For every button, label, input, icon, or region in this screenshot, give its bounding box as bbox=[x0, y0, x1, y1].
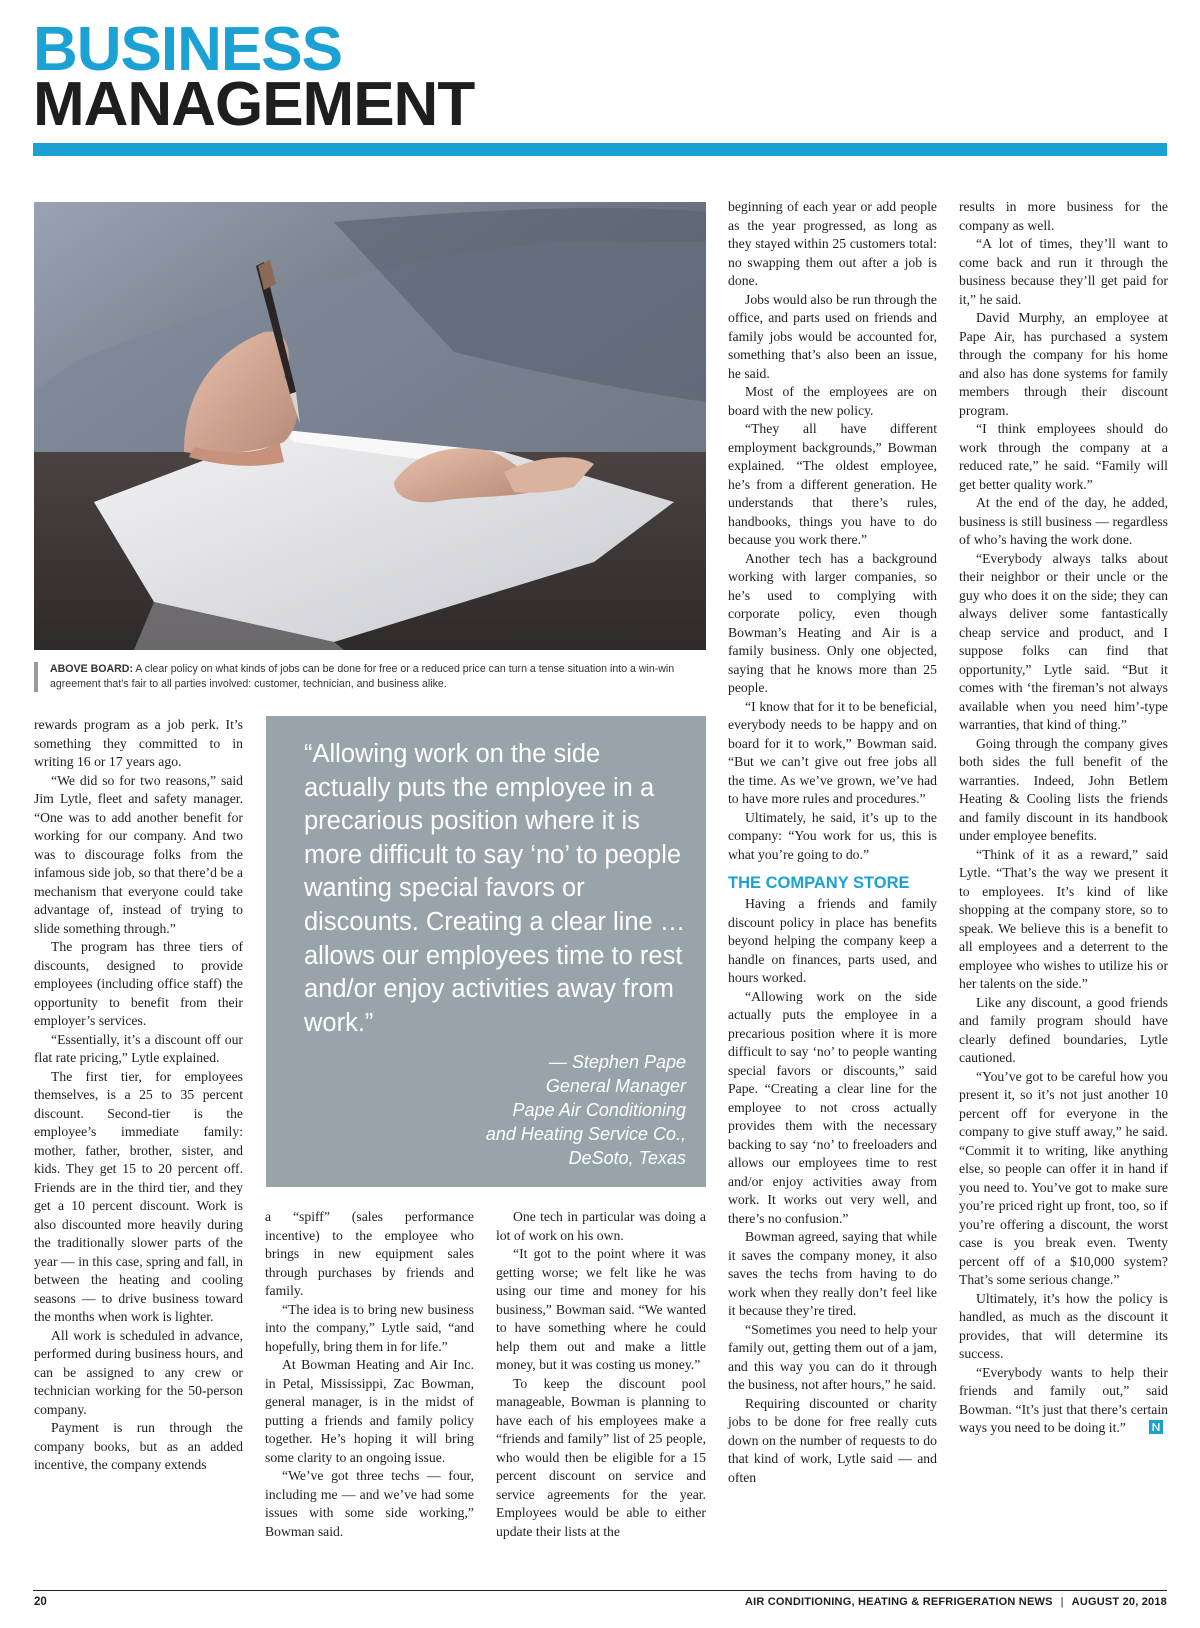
closing-paragraph-text: “Everybody wants to help their friends and family out,” said Bowman. “It’s just that there’s certain ways you need to be doing it.” bbox=[959, 1364, 1168, 1435]
paragraph: Like any discount, a good friends and family program should have clearly defined boundaries, Lytle cautioned. bbox=[959, 994, 1168, 1065]
paragraph: The first tier, for employees themselves, is a 25 to 35 percent discount. Second-tier is the employee’s immediate family: mother, father, brother, sister, and kids. They get 15 to 20 percent off. Friends are in the third tier, and they get a 10 percent discount. Work is also discounted more heavily during the traditionally slower parts of the year — in this case, spring and fall, in between the heating and cooling seasons — to drive business toward the months when work is lighter. bbox=[34, 1068, 243, 1324]
photo-illustration bbox=[34, 202, 706, 650]
paragraph: At Bowman Heating and Air Inc. in Petal, Mississippi, Zac Bowman, general manager, is in the midst of putting a friends and family policy together. He’s hoping it will bring some clarity to an ongoing issue. bbox=[265, 1357, 474, 1465]
running-footer bbox=[745, 1596, 1167, 1608]
paragraph: Going through the company gives both sides the full benefit of the warranties. Indeed, John Betlem Heating & Cooling lists the friends and family discount in its handbook under employee benefits. bbox=[959, 735, 1168, 843]
subhead: THE COMPANY STORE bbox=[728, 874, 910, 892]
paragraph: “Sometimes you need to help your family out, getting them out of a jam, and this way you can do it through the business, not after hours,” he said. bbox=[728, 1321, 937, 1392]
paragraph: “I think employees should do work through the company at a reduced rate,” he said. “Family will get better quality work.” bbox=[959, 421, 1168, 492]
paragraph: Payment is run through the company books, but as an added incentive, the company extends bbox=[34, 1420, 243, 1472]
article-column-3 bbox=[496, 1208, 706, 1541]
paragraph: “It got to the point where it was getting worse; we felt like he was using our time and money for his business,” Bowman said. “We wanted to have something where he could help them out and make a little money, but it was costing us money.” bbox=[496, 1246, 706, 1372]
paragraph: “You’ve got to be careful how you present it, so it’s not just another 10 percent off for everyone in the company to give stuff away,” he said. “Commit it to writing, like anything else, so people can offer it in hand if you need to. You’ve got to make sure you’re priced right up front, too, so if you’re offering a discount, the worst case is you break even. Twenty percent off of a $10,000 system? That’s some serious change.” bbox=[959, 1068, 1168, 1287]
paragraph: Most of the employees are on board with the new policy. bbox=[728, 384, 937, 418]
caption-label: ABOVE BOARD: bbox=[50, 663, 133, 675]
paragraph: “I know that for it to be beneficial, everybody needs to be happy and on board for it to work,” Bowman said. “But we can’t give out free jobs all the time. As we’ve grown, we’ve had to have more rules and procedures.” bbox=[728, 698, 937, 806]
article-column-4 bbox=[728, 198, 937, 1487]
paragraph: All work is scheduled in advance, performed during business hours, and can be assigned to any crew or technician working for the 50-person company. bbox=[34, 1327, 243, 1417]
paragraph: Ultimately, it’s how the policy is handled, as much as the discount it provides, that will determine its success. bbox=[959, 1290, 1168, 1361]
paragraph: One tech in particular was doing a lot of work on his own. bbox=[496, 1209, 706, 1243]
paragraph: Requiring discounted or charity jobs to be done for free really cuts down on the number of requests to do that kind of work, Lytle said — and often bbox=[728, 1395, 937, 1485]
photo-caption bbox=[34, 662, 706, 692]
pull-quote-box bbox=[266, 716, 706, 1187]
section-title-line2: MANAGEMENT bbox=[33, 70, 475, 139]
section-title-line1: BUSINESS bbox=[33, 15, 342, 84]
paragraph: “They all have different employment backgrounds,” Bowman explained. “The oldest employee, he’s from a different generation. He understands that there’s rules, handbooks, things you have to do because you work there.” bbox=[728, 421, 937, 547]
paragraph: “A lot of times, they’ll want to come back and run it through the business because they’ll get paid for it,” he said. bbox=[959, 236, 1168, 307]
attribution-line: DeSoto, Texas bbox=[568, 1148, 686, 1169]
footer-rule bbox=[33, 1590, 1167, 1591]
attribution-line: Pape Air Conditioning bbox=[512, 1100, 686, 1121]
page-number: 20 bbox=[34, 1596, 47, 1608]
paragraph: “We’ve got three techs — four, including me — and we’ve had some issues with some side working,” Bowman said. bbox=[265, 1468, 474, 1539]
caption-text: A clear policy on what kinds of jobs can be done for free or a reduced price can turn a tense situation into a win-win agreement that’s fair to all parties involved: customer, technician, and business alike. bbox=[50, 663, 675, 690]
paragraph: “We did so for two reasons,” said Jim Lytle, fleet and safety manager. “One was to add another benefit for working for our company. And two was to discourage folks from the infamous side job, so that there’d be a mechanism that everyone could take advantage of, instead of trying to slide something through.” bbox=[34, 772, 243, 936]
paragraph: David Murphy, an employee at Pape Air, has purchased a system through the company for his home and also has done systems for family members through their discount program. bbox=[959, 310, 1168, 418]
paragraph: “Essentially, it’s a discount off our flat rate pricing,” Lytle explained. bbox=[34, 1031, 243, 1065]
paragraph: results in more business for the company as well. bbox=[959, 199, 1168, 233]
paragraph: Having a friends and family discount policy in place has benefits beyond helping the company keep a handle on finances, parts used, and hours worked. bbox=[728, 896, 937, 985]
paragraph: The program has three tiers of discounts, designed to provide employees (including office staff) the opportunity to benefit from their employer’s services. bbox=[34, 939, 243, 1028]
issue-date: AUGUST 20, 2018 bbox=[1071, 1596, 1167, 1608]
paragraph: Jobs would also be run through the office, and parts used on friends and family jobs would be accounted for, something that’s also been an issue, he said. bbox=[728, 291, 937, 381]
attribution-line: — Stephen Pape bbox=[548, 1052, 686, 1073]
paragraph: “Allowing work on the side actually puts the employee in a precarious position where it is more difficult to say ‘no’ to people wanting special favors or discounts,” said Pape. “Creating a clear line for the employee to not cross actually provides them with the necessary backing to say ‘no’ to freeloaders and allows our employees time to rest and/or enjoy activities away from work. It works out very well, and there’s no confusion.” bbox=[728, 988, 937, 1226]
pull-quote-text: “Allowing work on the side actually puts the employee in a precarious position where it is more difficult to say ‘no’ to people wanting special favors or discounts. Creating a clear line … allows our employees time to rest and/or enjoy activities away from work.” bbox=[304, 740, 686, 1037]
footer-separator: | bbox=[1060, 1596, 1064, 1608]
attribution-line: and Heating Service Co., bbox=[485, 1124, 686, 1145]
attribution-line: General Manager bbox=[545, 1076, 686, 1097]
paragraph bbox=[959, 1364, 1168, 1438]
end-of-story-icon bbox=[1132, 1420, 1146, 1434]
publication-name: AIR CONDITIONING, HEATING & REFRIGERATION NEWS bbox=[744, 1596, 1053, 1608]
paragraph: To keep the discount pool manageable, Bowman is planning to have each of his employees make a “friends and family” list of 25 people, who would then be eligible for a 15 percent discount on service and service agreements for the year. Employees would be able to either update their lists at the bbox=[496, 1375, 706, 1539]
paragraph: Ultimately, he said, it’s up to the company: “You work for us, this is what you’re going to do.” bbox=[728, 809, 937, 862]
paragraph: “The idea is to bring new business into the company,” Lytle said, “and hopefully, bring them in for life.” bbox=[265, 1301, 474, 1354]
section-title bbox=[33, 15, 475, 139]
article-photo bbox=[34, 202, 706, 650]
article-column-5 bbox=[959, 198, 1168, 1438]
pull-quote-attribution bbox=[304, 1050, 686, 1170]
paragraph: At the end of the day, he added, business is still business — regardless of who’s having the work done. bbox=[959, 495, 1168, 547]
article-column-1 bbox=[34, 716, 243, 1475]
header-rule-bar bbox=[33, 143, 1167, 156]
paragraph: Bowman agreed, saying that while it saves the company money, it also saves the techs from having to do work when they really don’t feel like it because they’re tired. bbox=[728, 1229, 937, 1318]
paragraph: Another tech has a background working with larger companies, so he’s used to complying with corporate policy, even though Bowman’s Heating and Air is a family business. Only one objected, saying that he knows more than 25 people. bbox=[728, 550, 937, 695]
paragraph: “Everybody always talks about their neighbor or their uncle or the guy who does it on the side; they can always deliver some fantastically cheap service and product, and I suppose folks can find that opportunity,” Lytle said. “But it comes with ‘the fireman’s not always available when you need him’-type warranties, that kind of thing.” bbox=[959, 550, 1168, 732]
article-column-2 bbox=[265, 1208, 474, 1541]
paragraph: “Think of it as a reward,” said Lytle. “That’s the way we present it to employees. It’s kind of like shopping at the company store, so to speak. We believe this is a benefit to all employees and a deterrent to the employee who wishes to utilize his or her talents on the side.” bbox=[959, 846, 1168, 991]
paragraph: beginning of each year or add people as the year progressed, as long as they stayed within 25 customers total: no swapping them out after a job is done. bbox=[728, 199, 937, 288]
paragraph: a “spiff” (sales performance incentive) to the employee who brings in new equipment sales through purchases by friends and family. bbox=[265, 1209, 474, 1298]
paragraph: rewards program as a job perk. It’s something they committed to in writing 16 or 17 years ago. bbox=[34, 717, 243, 769]
